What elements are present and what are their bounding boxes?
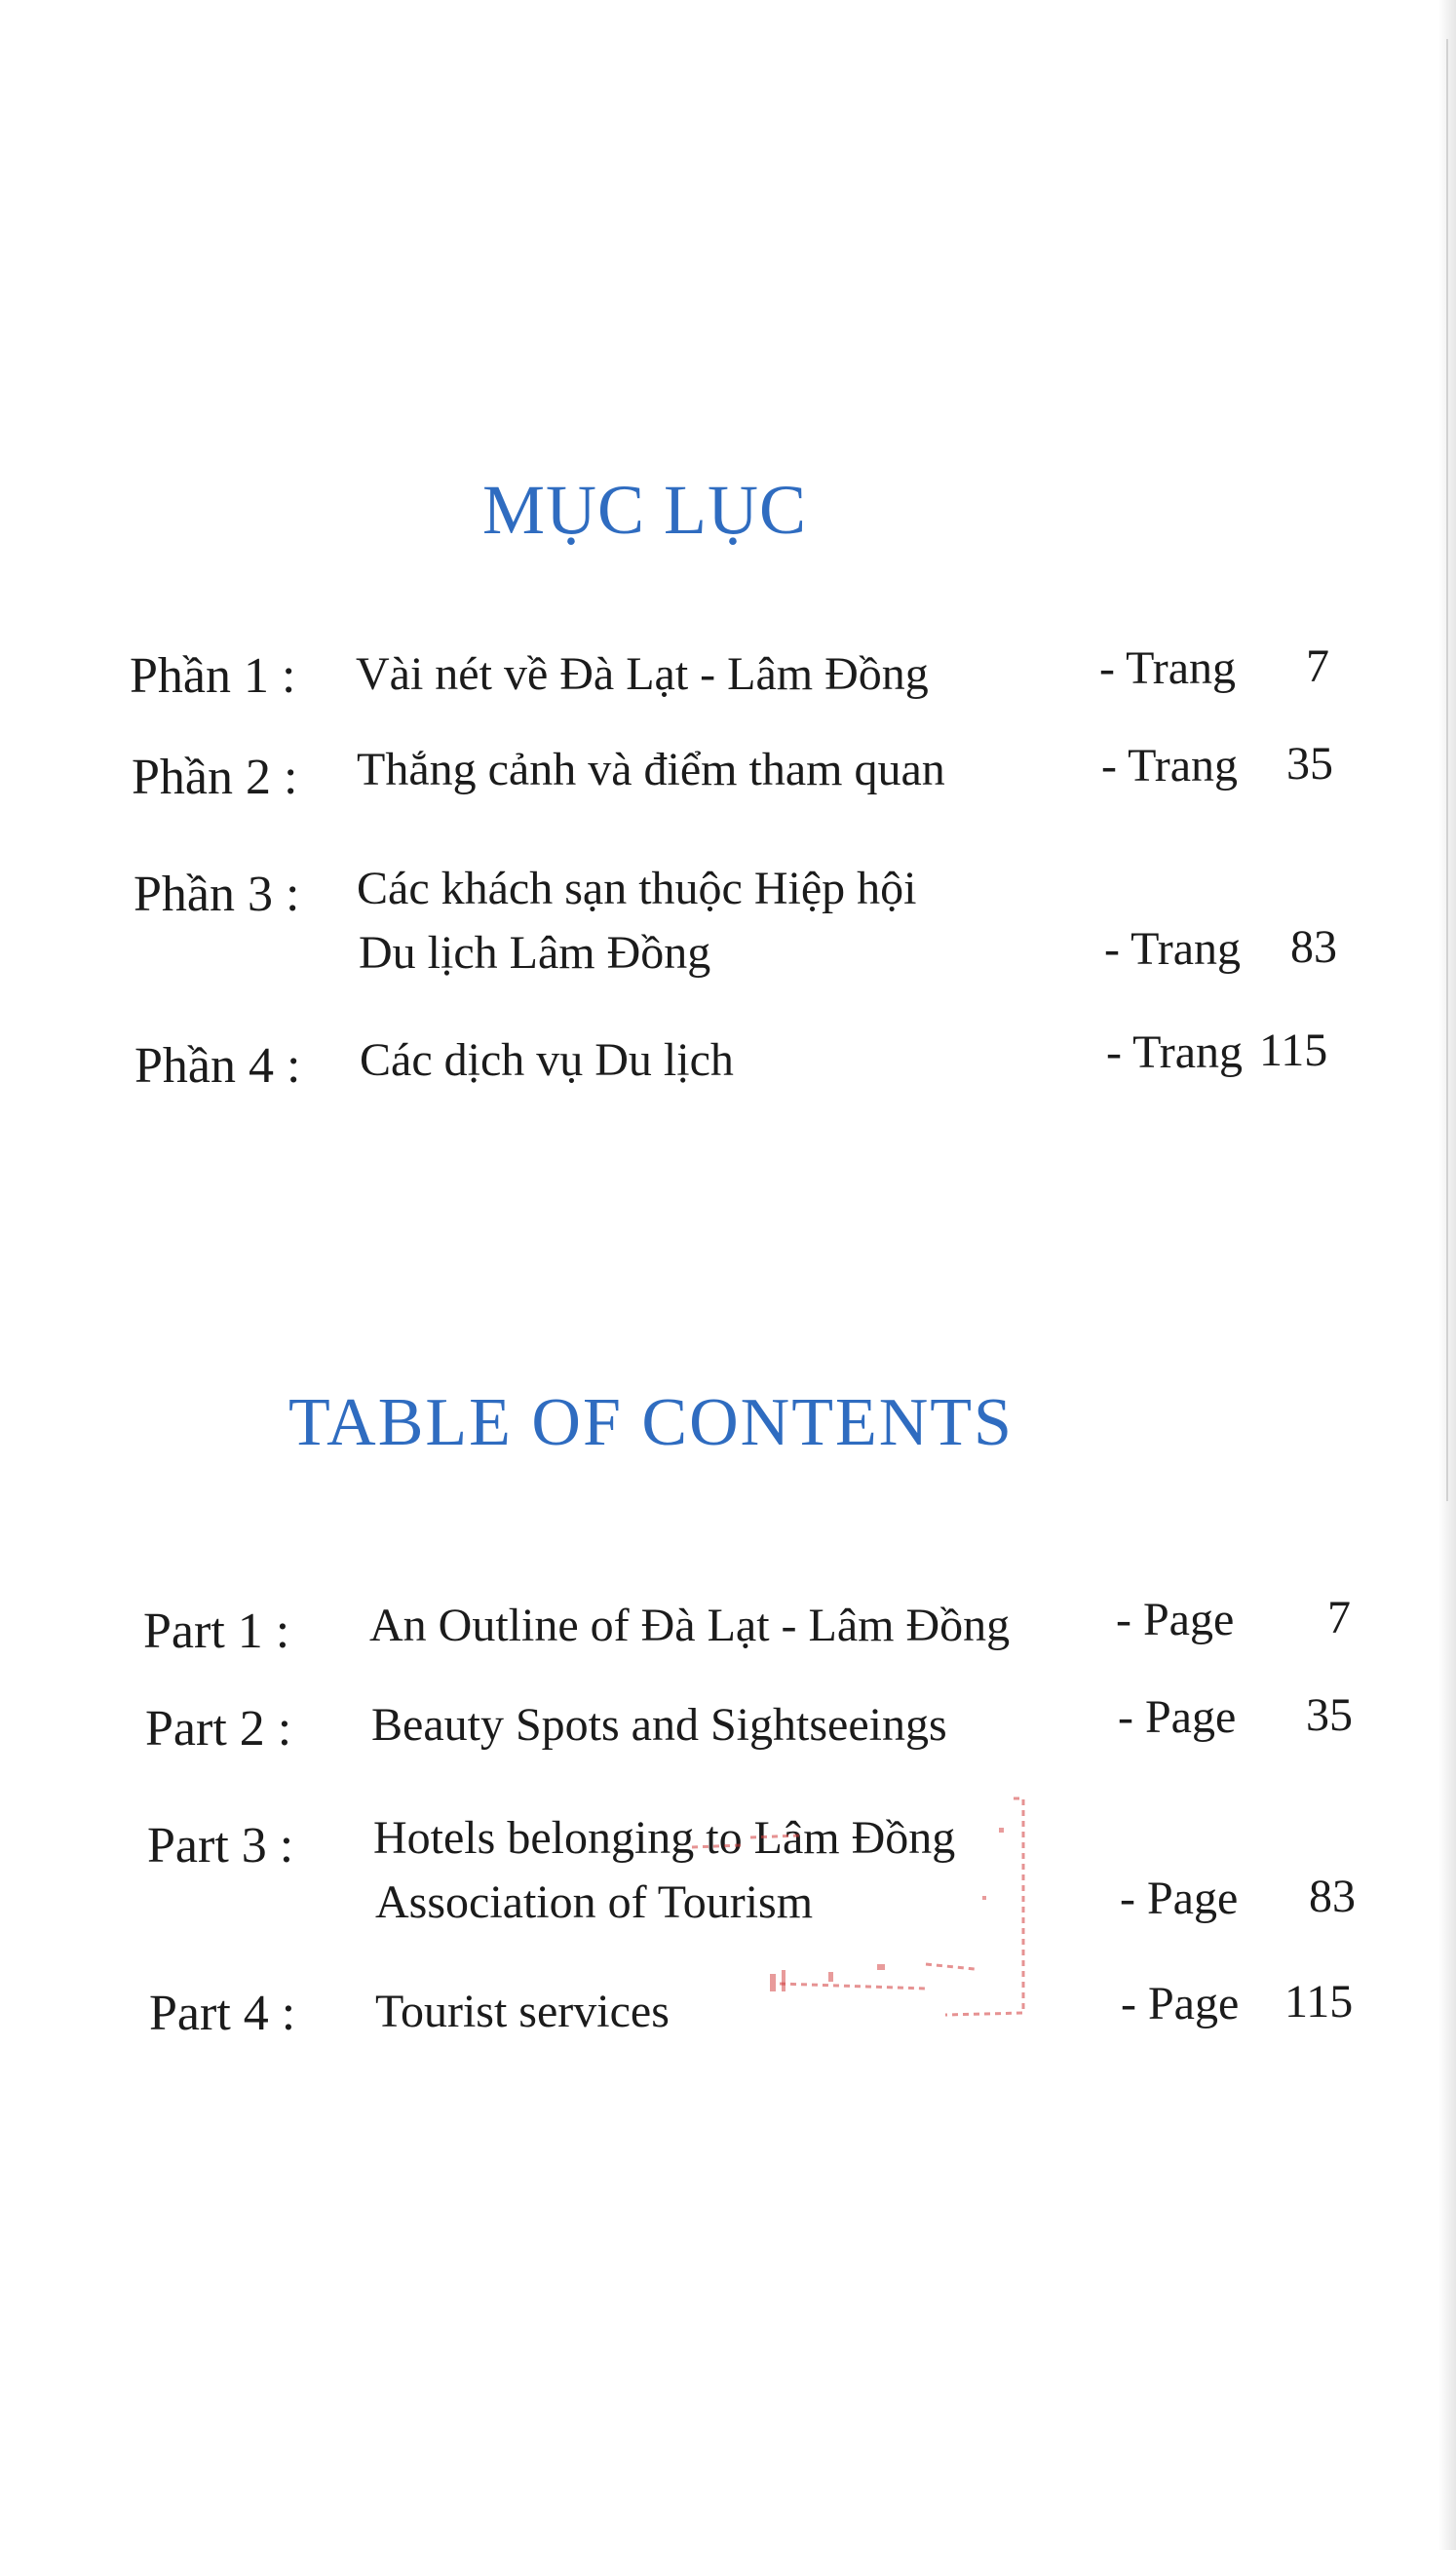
- toc-vi-entry-4-title: Các dịch vụ Du lịch: [360, 1034, 734, 1086]
- toc-en-entry-3-title-line-1: Hotels belonging to Lâm Đồng: [373, 1812, 956, 1864]
- toc-vi-entry-2-ref: - Trang: [1101, 740, 1239, 792]
- toc-en-entry-2-label: Part 2 :: [145, 1701, 292, 1757]
- toc-en-entry-2-ref: - Page: [1118, 1691, 1237, 1743]
- toc-vi-entry-3-title-line-2: Du lịch Lâm Đồng: [359, 927, 711, 979]
- toc-en-entry-3-page: 83: [1309, 1871, 1356, 1922]
- toc-vi-entry-2-title: Thắng cảnh và điểm tham quan: [357, 744, 945, 795]
- faded-stamp-mark: [633, 1789, 1062, 2042]
- toc-vi-entry-3-title-line-1: Các khách sạn thuộc Hiệp hội: [357, 863, 917, 914]
- toc-vi-entry-1-title: Vài nét về Đà Lạt - Lâm Đồng: [356, 648, 929, 700]
- toc-vi-entry-4-label: Phần 4 :: [134, 1038, 301, 1094]
- toc-en-entry-3-ref: - Page: [1120, 1873, 1239, 1924]
- toc-vi-entry-4-ref: - Trang: [1106, 1026, 1244, 1078]
- toc-en-entry-4-label: Part 4 :: [149, 1986, 296, 2041]
- toc-en-entry-1-ref: - Page: [1116, 1594, 1235, 1645]
- toc-en-entry-2-title: Beauty Spots and Sightseeings: [371, 1699, 947, 1751]
- toc-vi-entry-1-ref: - Trang: [1099, 642, 1237, 694]
- toc-vi-entry-2-label: Phần 2 :: [132, 750, 298, 805]
- toc-en-entry-3-label: Part 3 :: [147, 1818, 294, 1874]
- toc-en-entry-1-label: Part 1 :: [143, 1603, 290, 1659]
- toc-en-entry-4-title: Tourist services: [375, 1986, 670, 2037]
- toc-vi-entry-3-ref: - Trang: [1104, 923, 1242, 975]
- toc-vi-entry-1-label: Phần 1 :: [130, 648, 296, 704]
- toc-en-entry-4-page: 115: [1284, 1976, 1354, 2028]
- toc-en-entry-3-title-line-2: Association of Tourism: [375, 1876, 814, 1928]
- toc-vi-entry-4-page: 115: [1259, 1024, 1328, 1076]
- page-edge-line: [1446, 39, 1448, 1501]
- toc-en-entry-1-title: An Outline of Đà Lạt - Lâm Đồng: [369, 1600, 1011, 1651]
- toc-vi-entry-3-page: 83: [1290, 921, 1337, 973]
- toc-en-title: TABLE OF CONTENTS: [288, 1385, 1014, 1460]
- toc-en-entry-1-page: 7: [1327, 1592, 1351, 1643]
- toc-vi-entry-2-page: 35: [1286, 738, 1333, 790]
- toc-en-entry-4-ref: - Page: [1121, 1978, 1240, 2029]
- toc-vi-entry-1-page: 7: [1306, 640, 1329, 692]
- toc-en-entry-2-page: 35: [1306, 1689, 1353, 1741]
- toc-vi-title: MỤC LỤC: [482, 471, 808, 549]
- toc-vi-entry-3-label: Phần 3 :: [134, 867, 300, 922]
